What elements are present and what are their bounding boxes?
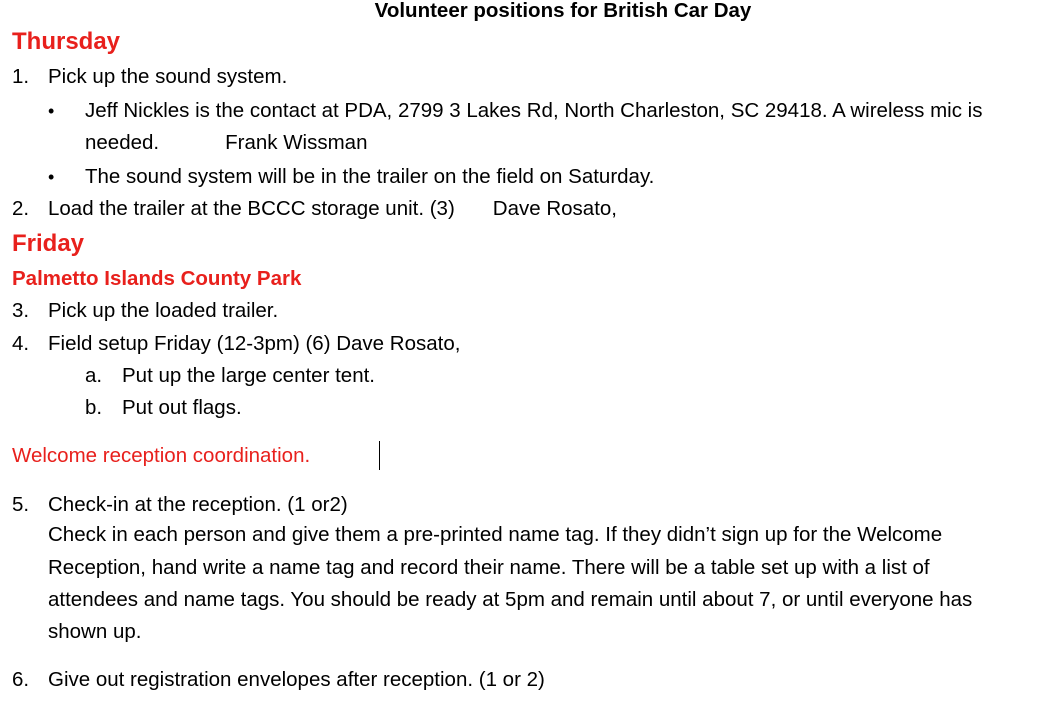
volunteer-name: Frank Wissman <box>225 131 368 154</box>
list-item-2 <box>12 193 617 225</box>
heading-welcome-reception: Welcome reception coordination. <box>12 444 311 467</box>
paragraph-line-3: attendees and name tags. You should be ready at 5pm and remain until about 7, or until everyone has <box>48 588 973 611</box>
bullet-text: The sound system will be in the trailer on the field on Saturday. <box>85 165 655 188</box>
list-item-text: Give out registration envelopes after reception. (1 or 2) <box>48 668 545 691</box>
paragraph-line-2: Reception, hand write a name tag and record their name. There will be a table set up with a list of <box>48 556 930 579</box>
heading-friday: Friday <box>12 230 85 257</box>
list-number: 6. <box>12 668 30 691</box>
sub-item-a <box>85 360 375 392</box>
sub-item-b <box>85 392 242 424</box>
bullet-text: Jeff Nickles is the contact at PDA, 2799 3 Lakes Rd, North Charleston, SC 29418. A wireless mic is <box>85 99 983 122</box>
list-letter: b. <box>85 396 103 419</box>
bullet-item-2 <box>48 161 654 193</box>
list-number: 1. <box>12 65 30 88</box>
volunteer-name: Dave Rosato, <box>492 197 617 220</box>
list-item-6 <box>12 664 545 696</box>
list-item-text: Check-in at the reception. (1 or2) <box>48 493 348 516</box>
list-number: 4. <box>12 332 30 355</box>
document-title: Volunteer positions for British Car Day <box>374 0 752 22</box>
bullet-text-cont: needed. <box>85 131 160 154</box>
paragraph-line-4: shown up. <box>48 620 142 643</box>
heading-park: Palmetto Islands County Park <box>12 267 302 290</box>
list-item-text: Field setup Friday (12-3pm) (6) Dave Rosato, <box>48 332 461 355</box>
bullet-item-1-continuation <box>85 127 368 159</box>
sub-item-text: Put out flags. <box>122 396 242 419</box>
paragraph-line-1: Check in each person and give them a pre-printed name tag. If they didn’t sign up for the Welcome <box>48 523 943 546</box>
list-item-3 <box>12 295 278 327</box>
list-item-text: Pick up the loaded trailer. <box>48 299 279 322</box>
list-letter: a. <box>85 364 103 387</box>
list-number: 2. <box>12 197 30 220</box>
list-item-1 <box>12 61 287 93</box>
list-item-5 <box>12 489 348 521</box>
list-number: 3. <box>12 299 30 322</box>
heading-thursday: Thursday <box>12 28 121 55</box>
list-number: 5. <box>12 493 30 516</box>
text-cursor <box>379 441 380 470</box>
sub-item-text: Put up the large center tent. <box>122 364 375 387</box>
list-item-4 <box>12 328 460 360</box>
list-item-text: Load the trailer at the BCCC storage unit. (3) <box>48 197 455 220</box>
bullet-item-1 <box>48 95 983 127</box>
bullet-icon: • <box>48 101 55 121</box>
bullet-icon: • <box>48 167 55 187</box>
list-item-text: Pick up the sound system. <box>48 65 288 88</box>
